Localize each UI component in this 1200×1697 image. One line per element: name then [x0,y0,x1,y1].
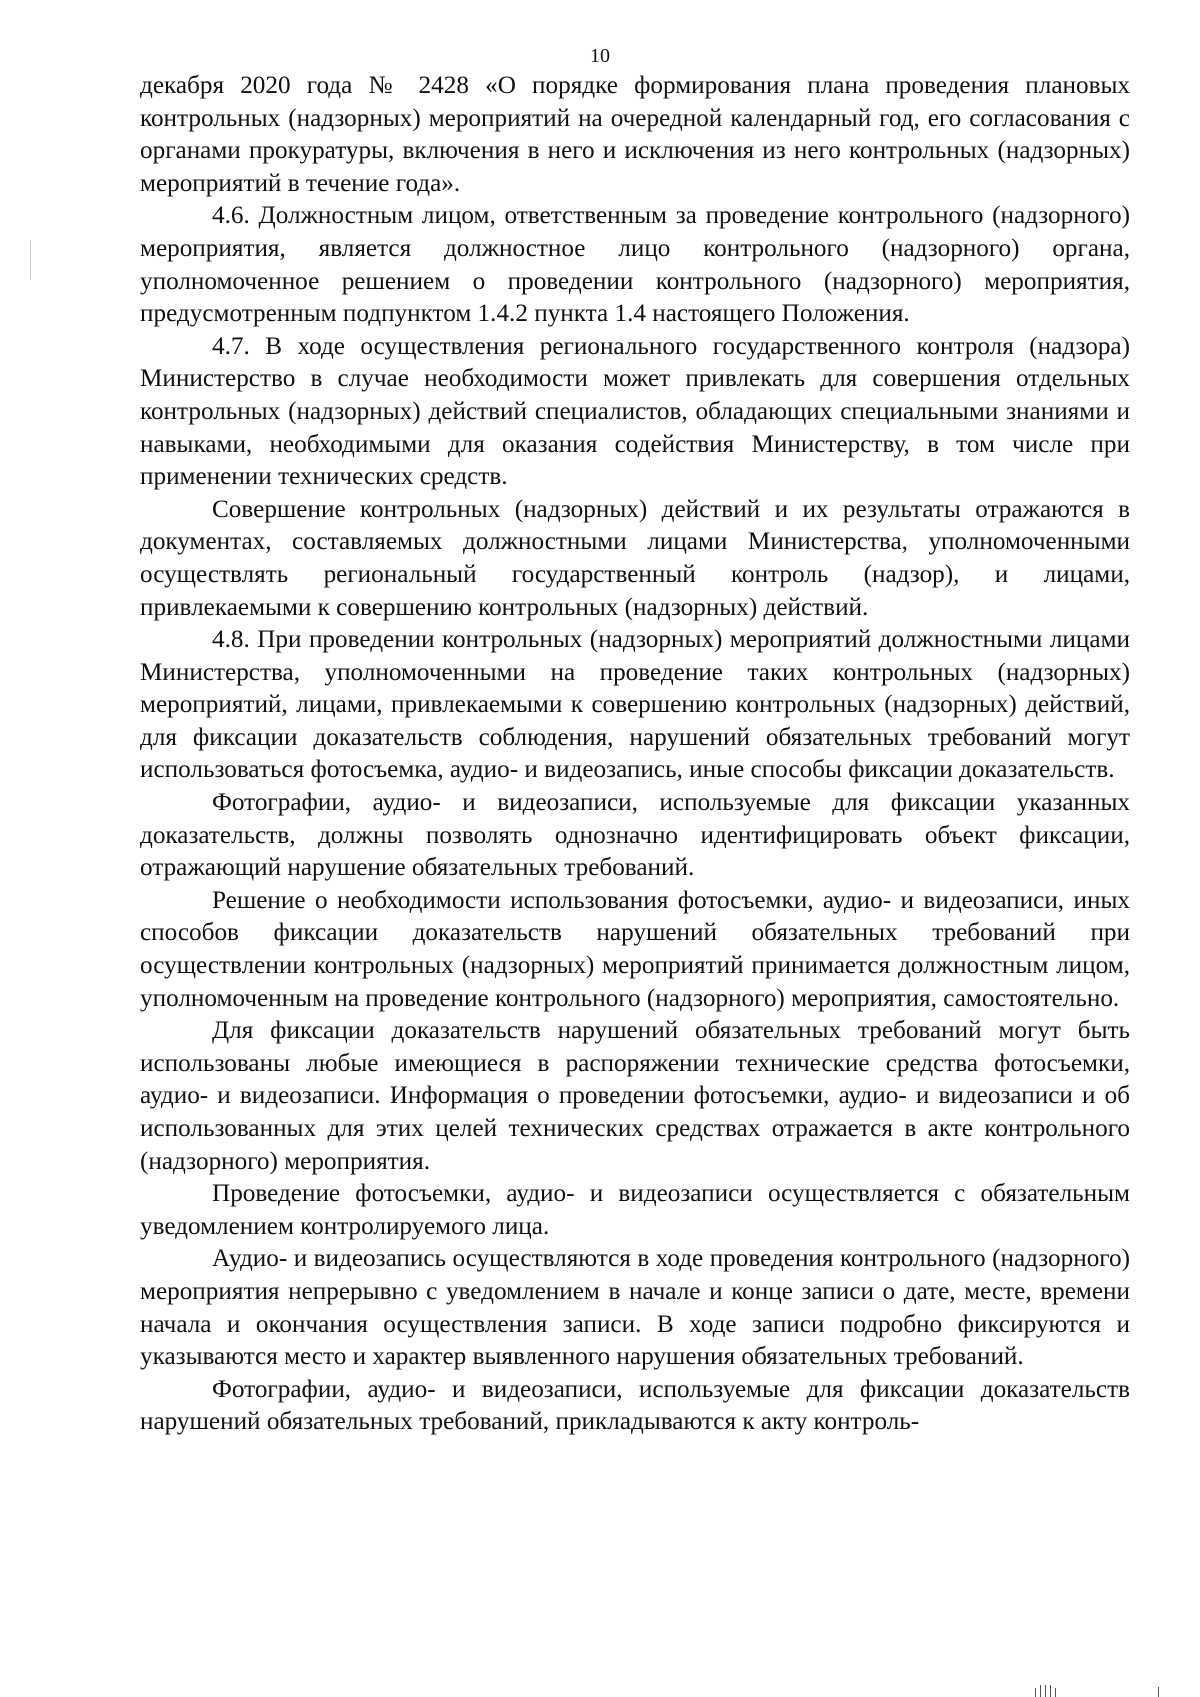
paragraph-4-8: 4.8. При проведении контрольных (надзорных) мероприятий должностными лицами Министерства, уполномоченными на проведение таких контрольных (надзорных) мероприятий, лицами, привлекаемыми к совершению контрольных (надзорных) действий, для фиксации доказательств соблюдения, нарушений обязательных требований могут использоваться фотосъемка, аудио- и видеозапись, иные способы фиксации доказательств. [140,626,1130,784]
paragraph-4-7: 4.7. В ходе осуществления регионального государственного контроля (надзора) Министерство в случае необходимости может привлекать для совершения отдельных контрольных (надзорных) действий специалистов, обладающих специальными знаниями и навыками, необходимыми для оказания содействия Министерству, в том числе при применении технических средств. [140,332,1130,491]
paragraph-4-6: 4.6. Должностным лицом, ответственным за проведение контрольного (надзорного) мероприятия, является должностное лицо контрольного (надзорного) органа, уполномоченное решением о проведении контрольного (надзорного) мероприятия, предусмотренным подпунктом 1.4.2 пункта 1.4 настоящего Положения. [140,202,1130,328]
scan-edge-mark [30,240,31,280]
paragraph-photos-identification: Фотографии, аудио- и видеозаписи, используемые для фиксации указанных доказательств, должны позволять однозначно идентифицировать объект фиксации, отражающий нарушение обязательных требований. [140,789,1130,882]
paragraph-recording: Аудио- и видеозапись осуществляются в ходе проведения контрольного (надзорного) мероприятия непрерывно с уведомлением в начале и конце записи о дате, месте, времени начала и окончания осуществления записи. В ходе записи подробно фиксируются и указываются место и характер выявленного нарушения обязательных требований. [140,1245,1130,1371]
paragraph-notification: Проведение фотосъемки, аудио- и видеозаписи осуществляется с обязательным уведомлением контролируемого лица. [140,1180,1130,1240]
paragraph-1: декабря 2020 года № 2428 «О порядке формирования плана проведения плановых контрольных (надзорных) мероприятий на очередной календарный год, его согласования с органами прокуратуры, включения в него и исключения из него контрольных (надзорных) мероприятий в течение года». [140,72,1130,197]
document-body [140,70,1130,1439]
page-number: 10 [590,45,610,67]
paragraph-decision: Решение о необходимости использования фотосъемки, аудио- и видеозаписи, иных способов фиксации доказательств нарушений обязательных требований при осуществлении контрольных (надзорных) мероприятий принимается должностным лицом, уполномоченным на проведение контрольного (надзорного) мероприятия, самостоятельно. [140,886,1130,1012]
paragraph-4-7-results: Совершение контрольных (надзорных) действий и их результаты отражаются в документах, составляемых должностными лицами Министерства, уполномоченными осуществлять региональный государственный контроль (надзор), и лицами, привлекаемыми к совершению контрольных (надзорных) действий. [140,495,1130,621]
paragraph-technical-means: Для фиксации доказательств нарушений обязательных требований могут быть использованы любые имеющиеся в распоряжении технические средства фотосъемки, аудио- и видеозаписи. Информация о проведении фотосъемки, аудио- и видеозаписи и об использованных для этих целей технических средствах отражается в акте контрольного (надзорного) мероприятия. [140,1017,1130,1175]
paragraph-attachment: Фотографии, аудио- и видеозаписи, используемые для фиксации доказательств нарушений обязательных требований, прикладываются к акту контроль- [140,1375,1130,1436]
scan-marks [1030,1682,1170,1697]
